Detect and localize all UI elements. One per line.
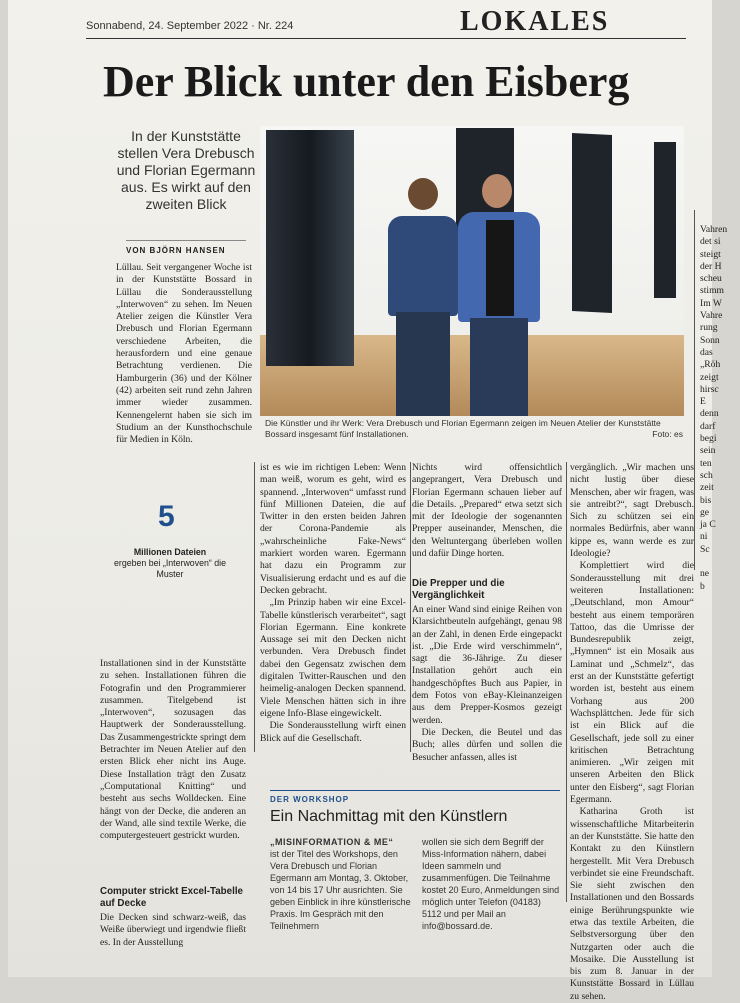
photo-caption-text: Die Künstler und ihr Werk: Vera Drebusch und Florian Egermann zeigen im Neuen Atelier der Kunststätte Bossard insgesamt fünf Installationen.: [265, 418, 661, 439]
article-column-3-top: Nichts wird offensichtlich angeprangert, Vera Drebusch und Florian Egermann schauen lieber auf die Details. „Prepared“ etwa setzt sich mit der Ideologie der sogenannten Prepper auseinander, Menschen, die den Weltuntergang überleben wollen und dafür Dinge horten.: [412, 462, 562, 560]
textile-panel-left: [266, 130, 354, 366]
header-rule: [86, 38, 686, 39]
person-man-head: [482, 174, 512, 208]
factbox-label-bold: Millionen Dateien: [133, 547, 207, 557]
factbox-label-rest: ergeben bei „Interwoven“ die Muster: [114, 558, 226, 579]
person-woman-shirt: [388, 216, 458, 316]
article-column-4: vergänglich. „Wir machen uns nicht lustig über diese Menschen, aber wir fragen, was sie antreibt?“, sagt Drebusch. Sich zu schützen sei ein normales Bedürfnis, aber wann kippe es, wann werde es zur Ideologie? Komplettiert wird die Sonderausstellung mit drei weiteren Installationen: „Deutschland, mon Amour“ besteht aus einem temporären Tattoo, das die Umrisse der Bundesrepublik zeigt, „Hymnen“ ist ein Mosaik aus Laminat und „Schmelz“, das erst an der Kunststätte gefertigt worden ist, besteht aus einem Vorhang aus 200 Wachsplättchen. Jede für sich ist ein Blick auf die Gesellschaft, jede soll zu einer kritischen Betrachtung animieren. „Wir zeigen mit unseren Arbeiten den Blick unter den Eisberg“, sagt Florian Egermann. Katharina Groth ist wissenschaftliche Mitarbeiterin an der Kunststätte. Sie hatte den Kontakt zu den Künstlern hergestellt. Mit Vera Drebusch verbindet sie eine Freundschaft. Sie sieht zwischen den Installationen und den Bossards einige Berührungspunkte wie etwa das textile Arbeiten, die Selbstversorgung über den Nutzgarten oder auch die Mosaike. Die Ausstellung ist bis zum 8. Januar in der Kunststätte Bossard in Lüllau zu sehen.: [570, 462, 694, 1002]
textile-panel-far-right: [654, 142, 676, 298]
article-column-1-bottom: Installationen sind in der Kunststätte zu sehen. Installationen führen die Fotografin und den Programmierer zusammen. Titelgebend ist „Interwoven“, sozusagen das Hauptwerk der Sonderausstellung. Das Zusammengestrickte springt dem Betrachter im Neuen Atelier auf den ersten Blick eher nicht ins Auge. Diese Installation trägt den Zusatz „Computational Knitting“ und besteht aus sechs Wolldecken. Eine hängt von der Decke, die anderen an der Wand, alle sind textile Werke, die computergesteuert gestrickt wurden.: [100, 658, 246, 842]
article-column-1-end: Die Decken sind schwarz-weiß, das Weiße überwiegt und irgendwie fließt es. In der Ausstellung: [100, 912, 246, 948]
article-subhead: In der Kunststätte stellen Vera Drebusch und Florian Egermann aus. Es wirkt auf den zweiten Blick: [116, 128, 256, 212]
factbox-number: 5: [158, 500, 175, 533]
workshop-column-2: wollen sie sich dem Begriff der Miss-Information nähern, dabei Ideen sammeln und zusammenfügen. Die Teilnahme kostet 20 Euro, Anmeldungen sind möglich unter Telefon (04183) 5112 und per Mail an info@bossard.de.: [422, 837, 560, 931]
article-photo: [260, 126, 684, 416]
article-column-1-top: Lüllau. Seit vergangener Woche ist in der Kunststätte Bossard in Lüllau die Sonderausstellung „Interwoven“ zu sehen. Im Neuen Atelier zeigen die Künstler Vera Drebusch und Florian Egermann verschiedene Arbeiten, die herausfordern und eine genaue Betrachtung verdienen. Die Hamburgerin (36) und der Kölner (42) arbeiten seit rund zehn Jahren immer wieder zusammen. Kennengelernt haben sie sich im Studium an der Kunsthochschule für Medien in Köln.: [116, 262, 252, 446]
section-title: LOKALES: [460, 6, 610, 37]
neighbor-article-fragment: Vahren det si steigt der H scheu stimm Im W Vahre rung Sonn das „Röh zeigt hirsc E denn darf begi sein ten sch zeit bis ge ja C ni Sc ne b: [700, 224, 728, 592]
byline-rule: [126, 240, 246, 241]
issue-date-line: Sonnabend, 24. September 2022 · Nr. 224: [86, 20, 294, 32]
column-divider-2: [410, 462, 411, 752]
workshop-column-1: ist der Titel des Workshops, den Vera Drebusch und Florian Egermann am Montag, 3. Oktober, von 14 bis 17 Uhr ausrichten. Sie geben Einblick in ihre künstlerische Praxis. Im Gespräch mit den Teilnehmern: [270, 849, 411, 931]
photo-credit: Foto: es: [652, 429, 683, 439]
person-woman-trousers: [396, 312, 450, 416]
factbox-label: [110, 547, 230, 580]
photo-caption: [265, 418, 685, 440]
column-divider-1: [254, 462, 255, 752]
article-column-2: ist es wie im richtigen Leben: Wenn man weiß, worum es geht, wird es spannend. „Interwoven“ umfasst rund fünf Millionen Dateien, die auf Twitter in den ersten beiden Jahren der Corona-Pandemie als „wahrscheinliche Fake-News“ markiert worden waren. Egermann hat dazu ein Programm zur Visualisierung erdacht und es auf die Decken gebracht. „Im Prinzip haben wir eine Excel-Tabelle künstlerisch verarbeitet“, sagt Florian Egermann. Eine konkrete Aussage sei mit den Decken nicht verbunden. Vera Drebusch findet dabei den Gegensatz zwischen dem digitalen Twitter-Rauschen und den heimelig-analogen Decken spannend. Viele Menschen hätten sich in ihre eigene Info-Blase eingewickelt. Die Sonderausstellung wirft einen Blick auf die Gesellschaft.: [260, 462, 406, 744]
neighbor-divider: [694, 210, 695, 570]
column-3-subheading: Die Prepper und die Vergänglichkeit: [412, 578, 505, 601]
article-headline: Der Blick unter den Eisberg: [103, 57, 630, 106]
workshop-title: Ein Nachmittag mit den Künstlern: [270, 808, 508, 825]
workshop-lead: „MISINFORMATION & ME“: [270, 837, 394, 847]
article-column-3-bottom: An einer Wand sind einige Reihen von Klarsichtbeuteln aufgehängt, genau 98 an der Zahl, in denen Erde eingepackt ist. „Die Erde wird verschimmeln“, sagt die 36-Jährige. Zu dieser Installation gehört auch ein handgeschöpftes Buch aus Papier, in dem Fotos von eBay-Kleinanzeigen aus dem Prepper-Kosmos gezeigt werden. Die Decken, die Beutel und das Buch; alles dürfen und sollen die Besucher anfassen, alles ist: [412, 604, 562, 763]
textile-panel-right: [572, 133, 612, 313]
column-divider-3: [566, 462, 567, 902]
newspaper-page: [8, 0, 728, 1002]
workshop-rule: [270, 790, 560, 791]
person-man-jeans: [470, 318, 528, 416]
column-1-subheading: Computer strickt Excel-Tabelle auf Decke: [100, 886, 244, 909]
article-byline: VON BJÖRN HANSEN: [126, 246, 226, 255]
person-man-shirt: [486, 220, 514, 316]
workshop-kicker: DER WORKSHOP: [270, 795, 350, 804]
person-woman-head: [408, 178, 438, 210]
